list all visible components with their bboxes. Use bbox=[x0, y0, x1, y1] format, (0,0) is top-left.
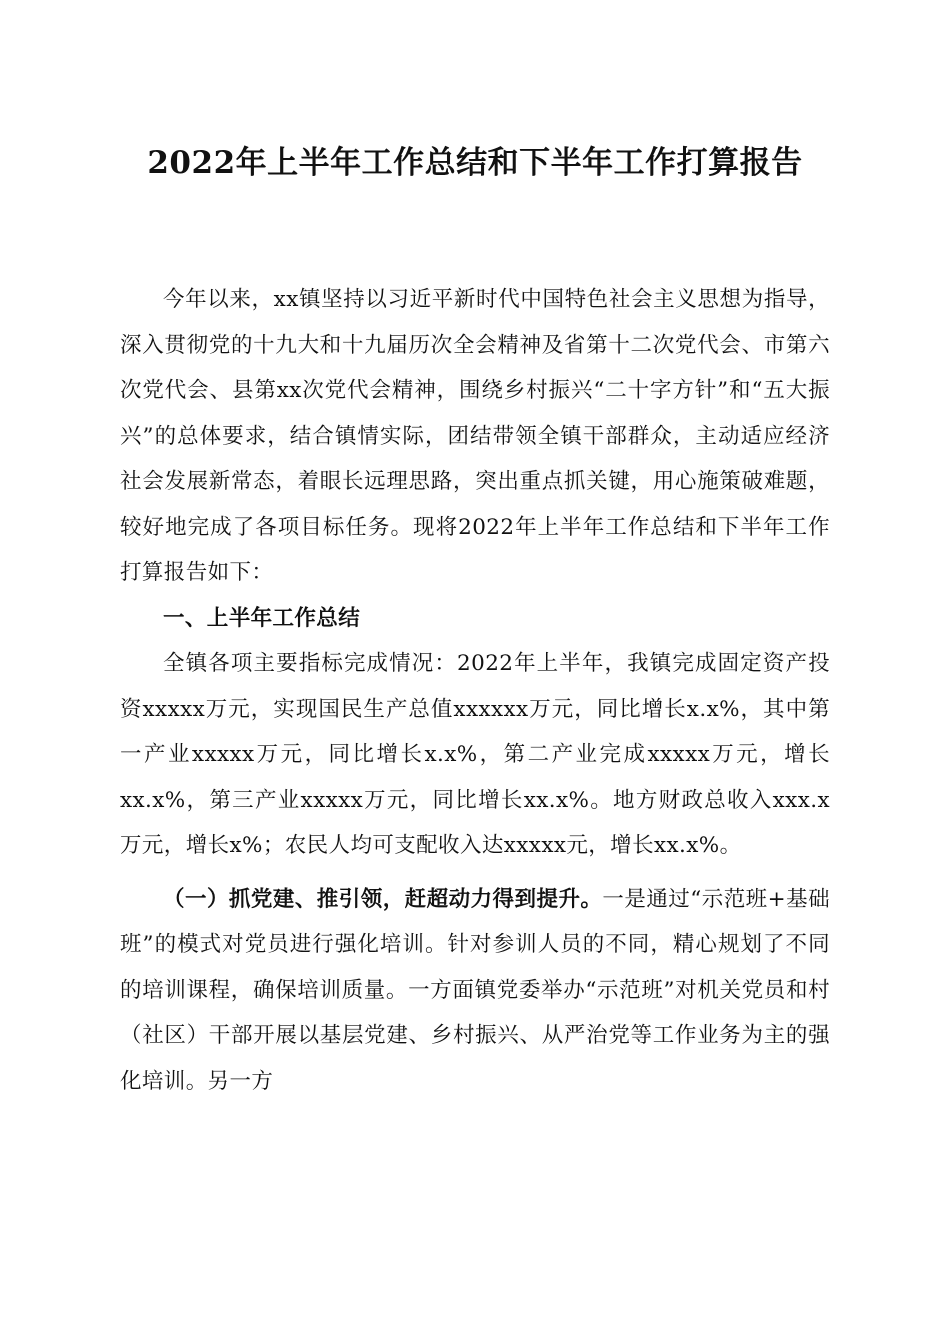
document-body bbox=[120, 277, 830, 1104]
party-building-paragraph bbox=[120, 877, 830, 1105]
intro-paragraph: 今年以来，xx镇坚持以习近平新时代中国特色社会主义思想为指导，深入贯彻党的十九大和十九届历次全会精神及省第十二次党代会、市第六次党代会、县第xx次党代会精神，围绕乡村振兴“二十字方针”和“五大振兴”的总体要求，结合镇情实际，团结带领全镇干部群众，主动适应经济社会发展新常态，着眼长远理思路，突出重点抓关键，用心施策破难题，较好地完成了各项目标任务。现将2022年上半年工作总结和下半年工作打算报告如下： bbox=[120, 287, 830, 585]
subsection-heading-party-building: （一）抓党建、推引领，赶超动力得到提升。 bbox=[163, 886, 603, 912]
indicators-paragraph: 全镇各项主要指标完成情况：2022年上半年，我镇完成固定资产投资xxxxx万元，实现国民生产总值xxxxxx万元，同比增长x.x%，其中第一产业xxxxx万元，同比增长x.x%，第二产业完成xxxxx万元，增长xx.x%，第三产业xxxxx万元，同比增长xx.x%。地方财政总收入xxx.x万元，增长x%；农民人均可支配收入达xxxxx元，增长xx.x%。 bbox=[120, 651, 830, 858]
section-heading-first-half-summary: 一、上半年工作总结 bbox=[163, 605, 361, 631]
party-building-text: 一是通过“示范班+基础班”的模式对党员进行强化培训。针对参训人员的不同，精心规划了不同的培训课程，确保培训质量。一方面镇党委举办“示范班”对机关党员和村（社区）干部开展以基层党建、乡村振兴、从严治党等工作业务为主的强化培训。另一方 bbox=[120, 886, 830, 1094]
document-title: 2022年上半年工作总结和下半年工作打算报告 bbox=[147, 145, 803, 181]
